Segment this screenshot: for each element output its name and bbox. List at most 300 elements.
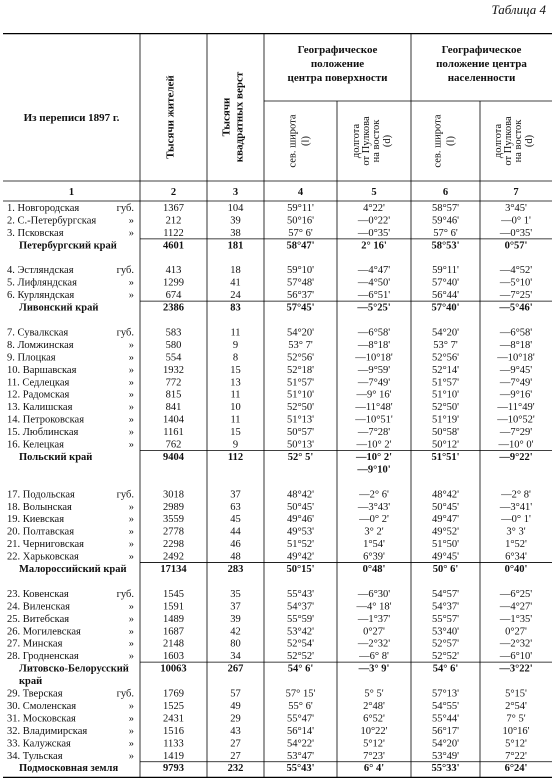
province-suffix: » <box>128 713 134 725</box>
table-cell: 1687 <box>163 626 184 638</box>
table-cell: 59°11' <box>287 202 314 214</box>
table-cell: 49°53' <box>286 526 315 538</box>
table-cell: 1591 <box>163 601 184 613</box>
latitude-header: (l) <box>300 136 312 146</box>
province-suffix: » <box>128 725 134 737</box>
table-cell: 1525 <box>163 700 184 712</box>
table-cell: —9°16' <box>499 389 533 401</box>
table-cell: 1603 <box>163 651 184 663</box>
table-cell: 1419 <box>163 750 184 762</box>
province-name: 26. Могилевская <box>7 626 81 638</box>
table-cell: 48°42' <box>431 489 460 501</box>
table-cell: —10° 0' <box>498 439 534 451</box>
table-cell: 1161 <box>163 427 184 439</box>
province-suffix: » <box>128 339 134 351</box>
table-cell: 56°44' <box>431 290 460 302</box>
table-cell: 104 <box>227 202 244 214</box>
population-center-header: населенности <box>447 72 516 84</box>
table-cell: 53° 7' <box>288 339 313 351</box>
table-cell: 1516 <box>163 725 184 737</box>
province-suffix: » <box>128 514 134 526</box>
region-total-name: Литовско-Белорусский <box>19 663 129 675</box>
longitude-header: от Пулкова <box>503 116 514 166</box>
region-total-cell: 9793 <box>163 763 184 775</box>
region-total-name: Ливонский край <box>19 302 99 314</box>
table-cell: 54°37' <box>431 601 460 613</box>
table-cell: 57°48' <box>286 277 315 289</box>
region-total-name: Малороссийский край <box>19 564 127 575</box>
province-name: 18. Волынская <box>7 501 72 513</box>
table-cell: 49 <box>230 700 241 712</box>
table-cell: 50°45' <box>431 501 460 513</box>
province-name: 29. Тверская <box>7 688 63 700</box>
region-total-cell: —10° 2' <box>356 451 392 463</box>
column-number: 5 <box>371 187 377 198</box>
table-cell: 7°22' <box>505 750 527 762</box>
table-cell: 1°54' <box>363 539 385 551</box>
table-cell: 15 <box>230 364 241 376</box>
table-cell: —4° 18' <box>356 601 392 613</box>
province-suffix: » <box>128 414 134 426</box>
table-cell: 15 <box>230 427 241 439</box>
region-total-cell: 50°15' <box>286 564 315 575</box>
region-total-cell: 50° 6' <box>432 564 459 575</box>
province-suffix: » <box>128 526 134 538</box>
table-cell: —10°18' <box>497 352 535 364</box>
table-cell: 52°56' <box>431 352 460 364</box>
table-cell: 57° 6' <box>433 227 458 239</box>
table-cell: 51°57' <box>431 377 460 389</box>
table-cell: 53°49' <box>431 750 460 762</box>
region-total-cell: —9°10' <box>357 464 391 476</box>
table-cell: 52°50' <box>286 402 315 414</box>
table-cell: 554 <box>165 352 182 364</box>
table-caption: Таблица 4 <box>491 2 546 17</box>
province-suffix: » <box>128 651 134 663</box>
table-cell: 10°22' <box>360 725 388 737</box>
province-name: 4. Эстляндская <box>7 265 74 277</box>
table-cell: 35 <box>230 588 241 600</box>
table-cell: 51°50' <box>431 539 460 551</box>
province-name: 17. Подольская <box>7 489 75 501</box>
province-name: 1. Новгородская <box>7 202 80 214</box>
table-cell: —6°10' <box>499 651 533 663</box>
region-total-cell: 6°24' <box>504 763 528 775</box>
region-total-cell: 112 <box>227 451 244 463</box>
table-cell: 841 <box>165 402 182 414</box>
province-name: 3. Псковская <box>7 227 64 239</box>
table-cell: 57°40' <box>431 277 460 289</box>
table-cell: —8°18' <box>357 339 391 351</box>
region-total-cell: 55°43' <box>286 763 315 775</box>
table-cell: —10° 2' <box>356 439 392 451</box>
region-total-cell: 54° 6' <box>432 663 459 675</box>
table-cell: 48°42' <box>286 489 315 501</box>
province-name: 12. Радомская <box>7 389 70 401</box>
table-cell: 5°12' <box>363 738 385 750</box>
table-cell: 37 <box>230 489 241 501</box>
province-name: 25. Витебская <box>7 613 70 625</box>
province-suffix: губ. <box>116 265 134 277</box>
table-cell: —4°27' <box>499 601 533 613</box>
region-total-cell: 10063 <box>160 663 187 675</box>
region-total-cell: 58°47' <box>286 240 315 252</box>
table-cell: —11°48' <box>355 402 393 414</box>
table-cell: 0°27' <box>363 626 385 638</box>
province-suffix: » <box>128 277 134 289</box>
province-suffix: » <box>128 750 134 762</box>
longitude-header: (d) <box>382 134 393 148</box>
census-table <box>3 33 552 778</box>
table-cell: 52°14' <box>431 364 460 376</box>
table-cell: 52°52' <box>286 651 315 663</box>
table-cell: —0° 1' <box>501 514 531 526</box>
surface-center-header: положение <box>310 58 365 70</box>
region-total-cell: 232 <box>227 763 244 775</box>
table-cell: 58°57' <box>431 202 460 214</box>
province-name: 22. Харьковская <box>7 551 79 563</box>
province-suffix: » <box>128 738 134 750</box>
region-total-cell: 0°48' <box>362 564 386 575</box>
table-cell: —4°47' <box>357 265 391 277</box>
table-cell: 8 <box>232 352 239 364</box>
region-total-cell: 52° 5' <box>287 451 314 463</box>
table-cell: 9 <box>232 439 239 451</box>
table-cell: 6°34' <box>505 551 527 563</box>
column-number: 7 <box>513 187 519 198</box>
longitude-header: от Пулкова <box>361 116 372 166</box>
table-cell: —1°35' <box>499 613 533 625</box>
region-total-cell: 4601 <box>163 240 184 252</box>
region-total-cell: 9404 <box>163 451 184 463</box>
table-cell: 2298 <box>163 539 184 551</box>
table-cell: 2492 <box>163 551 184 563</box>
area-header: Тысячи <box>220 97 233 137</box>
table-cell: 2°48' <box>363 700 385 712</box>
province-name: 8. Ломжинская <box>7 339 74 351</box>
table-cell: 57 <box>230 688 241 700</box>
table-cell: 3°45' <box>505 202 527 214</box>
table-cell: 50°45' <box>286 501 315 513</box>
table-cell: 59°10' <box>286 265 315 277</box>
province-name: 21. Черниговская <box>7 539 85 551</box>
column-number: 6 <box>442 187 449 198</box>
table-cell: 6°52' <box>363 713 385 725</box>
region-total-cell: —9°22' <box>499 451 533 463</box>
province-name: 16. Келецкая <box>7 439 64 451</box>
table-cell: 39 <box>230 215 241 227</box>
region-total-cell: 267 <box>227 663 244 675</box>
longitude-header: на восток <box>513 119 524 163</box>
table-cell: 54°20' <box>431 738 460 750</box>
province-name: 7. Сувалкская <box>7 327 69 339</box>
province-suffix: » <box>128 539 134 551</box>
table-cell: 51°19' <box>431 414 460 426</box>
table-cell: 55°57' <box>431 613 460 625</box>
table-cell: —2°32' <box>357 638 391 650</box>
table-cell: 1133 <box>163 738 184 750</box>
province-name: 9. Плоцкая <box>7 352 56 364</box>
region-total-cell: 54° 6' <box>287 663 314 675</box>
table-cell: 413 <box>165 265 182 277</box>
table-cell: 59°46' <box>431 215 460 227</box>
table-cell: 55°47' <box>286 713 315 725</box>
table-cell: 54°22' <box>286 738 315 750</box>
table-cell: 13 <box>230 377 241 389</box>
area-header: квадратных верст <box>233 71 246 163</box>
table-cell: 18 <box>230 265 241 277</box>
surface-center-header: центра поверхности <box>287 72 388 84</box>
table-cell: 51°10' <box>431 389 460 401</box>
province-suffix: » <box>128 427 134 439</box>
table-cell: 57° 15' <box>285 688 316 700</box>
table-cell: —0° 1' <box>501 215 531 227</box>
table-cell: —0°35' <box>499 227 533 239</box>
table-cell: 53°40' <box>431 626 460 638</box>
region-total-cell: 17134 <box>160 564 187 575</box>
table-cell: 11 <box>230 389 241 401</box>
table-cell: —6°25' <box>499 588 533 600</box>
table-cell: —2°32' <box>499 638 533 650</box>
table-cell: 1769 <box>163 688 184 700</box>
province-suffix: » <box>128 364 134 376</box>
table-cell: 54°20' <box>286 327 315 339</box>
table-cell: 46 <box>230 539 241 551</box>
table-cell: 54°20' <box>431 327 460 339</box>
table-cell: 212 <box>165 215 182 227</box>
table-cell: 52°18' <box>286 364 315 376</box>
region-total-cell: 0°57' <box>504 240 528 252</box>
table-cell: 2148 <box>163 638 184 650</box>
province-name: 13. Калишская <box>7 402 73 414</box>
province-suffix: губ. <box>116 327 134 339</box>
population-center-header: Географическое <box>441 44 522 56</box>
province-suffix: » <box>128 402 134 414</box>
latitude-header: сев. широта <box>287 114 299 168</box>
table-cell: 56°17' <box>431 725 460 737</box>
table-cell: 50°58' <box>431 427 460 439</box>
table-cell: 50°16' <box>286 215 315 227</box>
region-total-cell: 181 <box>227 240 244 252</box>
table-cell: 38 <box>230 227 241 239</box>
province-suffix: » <box>128 700 134 712</box>
longitude-header: (d) <box>524 134 535 148</box>
table-cell: 52°54' <box>286 638 315 650</box>
table-cell: —3°41' <box>499 501 533 513</box>
table-cell: —4°50' <box>357 277 391 289</box>
table-cell: 10°16' <box>502 725 530 737</box>
table-cell: —7°49' <box>499 377 533 389</box>
table-cell: 10 <box>230 402 241 414</box>
province-suffix: » <box>128 227 134 239</box>
province-suffix: » <box>128 377 134 389</box>
table-cell: —8°18' <box>499 339 533 351</box>
province-name: 14. Петроковская <box>7 414 85 426</box>
table-cell: 57°13' <box>431 688 460 700</box>
region-total-name: край <box>19 676 43 688</box>
table-cell: 54°55' <box>431 700 460 712</box>
province-suffix: » <box>128 613 134 625</box>
table-cell: —0° 2' <box>359 514 389 526</box>
province-suffix: губ. <box>116 688 134 700</box>
region-total-cell: 2° 16' <box>361 240 387 252</box>
table-cell: 3018 <box>163 489 184 501</box>
table-cell: —7°49' <box>357 377 391 389</box>
table-cell: 4°22' <box>363 202 385 214</box>
table-cell: 41 <box>230 277 241 289</box>
region-total-cell: 0°40' <box>504 564 528 575</box>
table-cell: 56°37' <box>286 290 315 302</box>
province-suffix: » <box>128 215 134 227</box>
table-cell: 815 <box>165 389 182 401</box>
table-cell: 52°52' <box>431 651 460 663</box>
table-cell: 1404 <box>163 414 184 426</box>
table-cell: —7°28' <box>357 427 391 439</box>
table-cell: 42 <box>230 626 241 638</box>
table-cell: 43 <box>230 725 241 737</box>
table-cell: 55°59' <box>286 613 315 625</box>
table-cell: 1545 <box>163 588 184 600</box>
table-cell: 2989 <box>163 501 184 513</box>
table-cell: —6°30' <box>357 588 391 600</box>
table-cell: 55°44' <box>431 713 460 725</box>
province-suffix: » <box>128 439 134 451</box>
table-cell: 1°52' <box>505 539 527 551</box>
province-name: 15. Люблинская <box>7 427 79 439</box>
table-cell: 48 <box>230 551 241 563</box>
province-suffix: губ. <box>116 588 134 600</box>
table-cell: 49°52' <box>431 526 460 538</box>
table-cell: 56°14' <box>286 725 315 737</box>
table-cell: 762 <box>165 439 182 451</box>
table-cell: 49°46' <box>286 514 315 526</box>
table-cell: —0°22' <box>357 215 391 227</box>
province-suffix: губ. <box>116 202 134 214</box>
table-cell: 772 <box>165 377 182 389</box>
longitude-header: на восток <box>371 119 382 163</box>
table-cell: 3559 <box>163 514 184 526</box>
province-suffix: » <box>128 290 134 302</box>
table-cell: 1299 <box>163 277 184 289</box>
table-cell: 59°11' <box>432 265 459 277</box>
table-cell: 2778 <box>163 526 184 538</box>
province-name: 23. Ковенская <box>7 588 69 600</box>
table-cell: 52°56' <box>286 352 315 364</box>
province-name: 24. Виленская <box>7 601 70 613</box>
table-cell: 1367 <box>163 202 184 214</box>
table-cell: 52°57' <box>431 638 460 650</box>
region-total-cell: 283 <box>227 564 244 575</box>
region-total-cell: 55°33' <box>431 763 460 775</box>
table-cell: 11 <box>230 414 241 426</box>
table-cell: 53° 7' <box>433 339 458 351</box>
table-cell: —6°58' <box>357 327 391 339</box>
table-cell: 55° 6' <box>288 700 313 712</box>
longitude-header: долгота <box>493 123 504 159</box>
province-name: 34. Тульская <box>7 750 63 762</box>
province-suffix: » <box>128 601 134 613</box>
table-cell: 7° 5' <box>506 713 526 725</box>
region-total-cell: 58°53' <box>431 240 460 252</box>
table-cell: 39 <box>230 613 241 625</box>
province-name: 30. Смоленская <box>7 700 77 712</box>
table-cell: 2431 <box>163 713 184 725</box>
table-cell: 51°10' <box>286 389 315 401</box>
region-total-cell: —3° 9' <box>358 663 390 675</box>
table-cell: 11 <box>230 327 241 339</box>
region-total-cell: 6° 4' <box>363 763 385 775</box>
table-cell: 27 <box>230 750 241 762</box>
table-cell: —10°52' <box>497 414 535 426</box>
province-name: 11. Седлецкая <box>7 377 70 389</box>
latitude-header: (l) <box>445 136 457 146</box>
table-cell: —7°29' <box>499 427 533 439</box>
table-cell: 54°37' <box>286 601 315 613</box>
table-cell: 580 <box>165 339 182 351</box>
table-cell: —6° 8' <box>359 651 389 663</box>
table-cell: —1°37' <box>357 613 391 625</box>
province-suffix: » <box>128 389 134 401</box>
table-cell: —4°52' <box>499 265 533 277</box>
column-number: 1 <box>68 187 75 198</box>
table-cell: 53°47' <box>286 750 315 762</box>
table-cell: 51°13' <box>286 414 315 426</box>
table-cell: 50°12' <box>431 439 460 451</box>
province-name: 10. Варшавская <box>7 364 77 376</box>
table-cell: 583 <box>165 327 182 339</box>
table-cell: 37 <box>230 601 241 613</box>
province-name: 33. Калужская <box>7 738 71 750</box>
table-cell: —6°51' <box>357 290 391 302</box>
table-cell: 45 <box>230 514 241 526</box>
table-cell: 51°52' <box>286 539 315 551</box>
region-total-name: Польский край <box>19 451 93 463</box>
table-cell: 1489 <box>163 613 184 625</box>
table-cell: 54°57' <box>431 588 460 600</box>
region-total-name: Петербургский край <box>19 240 117 252</box>
province-suffix: » <box>128 638 134 650</box>
region-total-cell: 57°45' <box>286 302 315 314</box>
table-cell: 674 <box>165 290 182 302</box>
table-cell: 44 <box>230 526 241 538</box>
region-total-cell: 2386 <box>163 302 184 314</box>
table-cell: 0°27' <box>505 626 527 638</box>
table-cell: 5° 5' <box>364 688 384 700</box>
table-cell: 63 <box>230 501 241 513</box>
table-cell: —10°51' <box>355 414 393 426</box>
table-cell: 24 <box>230 290 241 302</box>
column-number: 4 <box>297 187 304 198</box>
surface-center-header: Географическое <box>297 44 378 56</box>
table-cell: —2° 8' <box>501 489 531 501</box>
province-name: 2. С.-Петербургская <box>7 215 97 227</box>
table-cell: 49°47' <box>431 514 460 526</box>
province-name: 5. Лифляндская <box>7 277 77 289</box>
column-number: 2 <box>170 187 177 198</box>
table-cell: —6°58' <box>499 327 533 339</box>
table-cell: —10°18' <box>355 352 393 364</box>
region-total-cell: 51°51' <box>431 451 460 463</box>
region-total-cell: 57°40' <box>431 302 460 314</box>
province-suffix: » <box>128 352 134 364</box>
population-header: Тысячи жителей <box>164 75 177 159</box>
table-cell: —9°45' <box>499 364 533 376</box>
table-cell: 1932 <box>163 364 184 376</box>
table-cell: —9°59' <box>357 364 391 376</box>
table-cell: 27 <box>230 738 241 750</box>
table-cell: 57° 6' <box>288 227 313 239</box>
table-cell: 50°57' <box>286 427 315 439</box>
